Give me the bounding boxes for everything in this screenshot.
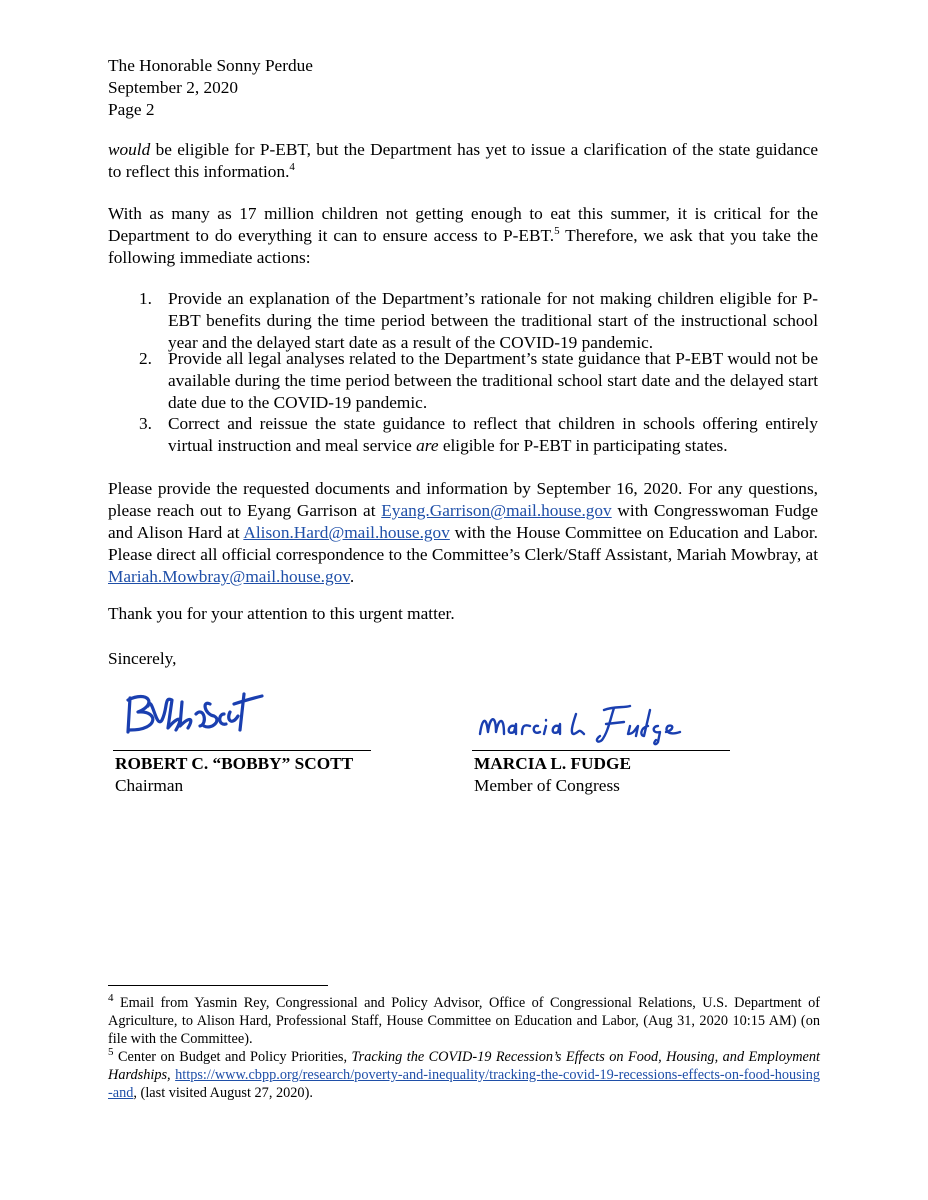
list-item-number: 1. bbox=[139, 289, 152, 308]
emphasis-would: would bbox=[108, 140, 151, 159]
list-item-number: 2. bbox=[139, 349, 152, 368]
footnote-5-text-b: , (last visited August 27, 2020). bbox=[133, 1085, 313, 1101]
footnote-ref-5[interactable]: 5 bbox=[554, 225, 560, 238]
footnote-4-text: Email from Yasmin Rey, Congressional and Policy Advisor, Office of Congressional Relations, U.S. Department of Agriculture, to Alison Hard, Professional Staff, House Committee on Education and Labor, (Aug 31, 2020 10:15 AM) (on file with the Committee). bbox=[108, 995, 820, 1047]
signer-name-scott: ROBERT C. “BOBBY” SCOTT bbox=[115, 754, 354, 773]
footnote-5 bbox=[108, 1048, 820, 1102]
footnote-4-number: 4 bbox=[108, 992, 114, 1005]
contacts-text-1: Please provide the requested documents and information by September 16, 2020. For any questions, please reach out to Eyang Garrison at bbox=[108, 479, 818, 520]
footnote-4 bbox=[108, 994, 820, 1048]
footnote-5-text-a: Center on Budget and Policy Priorities, bbox=[113, 1049, 352, 1065]
signer-title-fudge: Member of Congress bbox=[474, 776, 620, 795]
list-item-text-a: Correct and reissue the state guidance to reflect that children in schools offering entirely virtual instruction and meal service bbox=[168, 414, 818, 455]
signature-rule-scott bbox=[113, 750, 371, 751]
footnote-5-title: Tracking the COVID-19 Recession’s Effects on Food, Housing, and Employment Hardships, bbox=[108, 1049, 821, 1083]
signer-name-fudge: MARCIA L. FUDGE bbox=[474, 754, 631, 773]
paragraph-request-text-a: With as many as 17 million children not getting enough to eat this summer, it is critical for the Department to do everything it can to ensure access to P-EBT. bbox=[108, 204, 818, 245]
email-link-hard[interactable]: Alison.Hard@mail.house.gov bbox=[243, 523, 450, 542]
footnote-separator bbox=[108, 985, 328, 986]
signature-fudge-image bbox=[474, 700, 692, 748]
footnote-ref-4[interactable]: 4 bbox=[289, 161, 295, 174]
contacts-text-2: with Congresswoman Fudge and Alison Hard at bbox=[108, 501, 818, 542]
list-item-number: 3. bbox=[139, 414, 152, 433]
paragraph-request-text-b: Therefore, we ask that you take the following immediate actions: bbox=[108, 226, 819, 267]
footnote-5-url-link[interactable]: https://www.cbpp.org/research/poverty-and-inequality/tracking-the-covid-19-recessions-effects-on-food-housing-and bbox=[108, 1067, 820, 1101]
signature-scott-image bbox=[118, 686, 268, 740]
contacts-text-4: . bbox=[349, 567, 355, 586]
email-link-garrison[interactable]: Eyang.Garrison@mail.house.gov bbox=[381, 501, 612, 520]
list-item bbox=[168, 413, 818, 457]
paragraph-contacts bbox=[108, 478, 818, 588]
paragraph-request bbox=[108, 203, 818, 269]
paragraph-eligibility bbox=[108, 139, 818, 183]
contacts-text-3: with the House Committee on Education and Labor. Please direct all official correspondence to the Committee’s Clerk/Staff Assistant, Mariah Mowbray, at bbox=[108, 523, 818, 564]
signer-title-scott: Chairman bbox=[115, 776, 184, 795]
list-item: Provide all legal analyses related to the Department’s state guidance that P-EBT would not be available during the time period between the traditional school start date and the delayed start date due to the COVID-19 pandemic. bbox=[168, 349, 818, 412]
paragraph-eligibility-text: be eligible for P-EBT, but the Department has yet to issue a clarification of the state guidance to reflect this information. bbox=[108, 140, 818, 181]
signature-rule-fudge bbox=[472, 750, 730, 751]
closing-line: Sincerely, bbox=[108, 649, 177, 668]
date-line: September 2, 2020 bbox=[108, 78, 239, 97]
emphasis-are: are bbox=[416, 436, 439, 455]
thanks-line: Thank you for your attention to this urgent matter. bbox=[108, 604, 455, 623]
recipient-line: The Honorable Sonny Perdue bbox=[108, 56, 313, 75]
list-item-text-b: eligible for P-EBT in participating states. bbox=[438, 436, 728, 455]
list-item: Provide an explanation of the Department’s rationale for not making children eligible for P-EBT benefits during the time period between the traditional start of the instructional school year and the delayed start date as a result of the COVID-19 pandemic. bbox=[168, 289, 818, 352]
email-link-mowbray[interactable]: Mariah.Mowbray@mail.house.gov bbox=[108, 567, 350, 586]
page-number: Page 2 bbox=[108, 100, 155, 119]
footnote-5-number: 5 bbox=[108, 1046, 114, 1059]
